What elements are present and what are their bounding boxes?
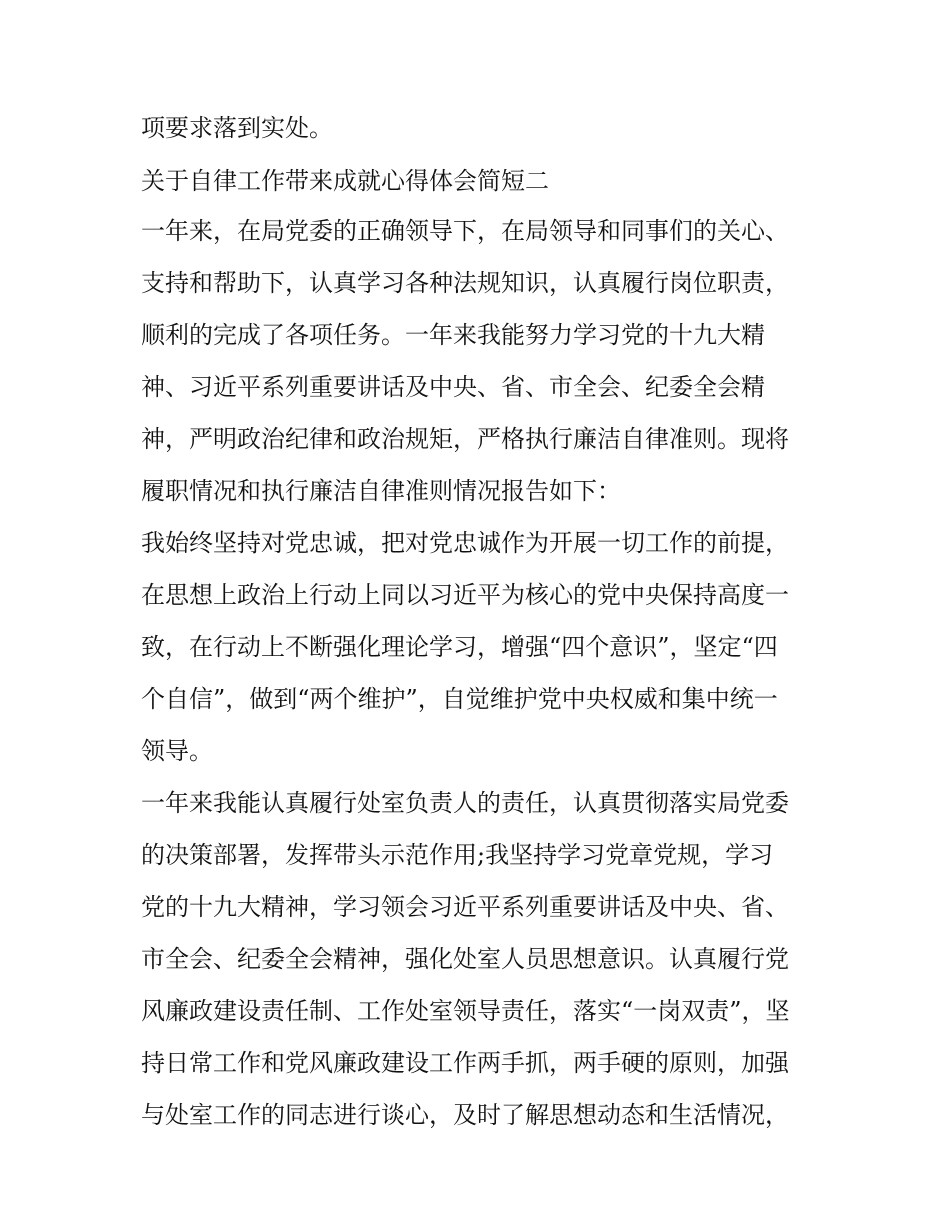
text-line: 履职情况和执行廉洁自律准则情况报告如下：	[141, 477, 621, 505]
text-line: 我始终坚持对党忠诚，把对党忠诚作为开展一切工作的前提，	[141, 529, 789, 557]
text-line: 神、习近平系列重要讲话及中央、省、市全会、纪委全会精	[141, 373, 765, 401]
text-line: 市全会、纪委全会精神，强化处室人员思想意识。认真履行党	[141, 945, 789, 973]
text-line: 与处室工作的同志进行谈心，及时了解思想动态和生活情况，	[141, 1101, 789, 1129]
text-line: 在思想上政治上行动上同以习近平为核心的党中央保持高度一	[141, 581, 789, 609]
text-line: 领导。	[141, 737, 213, 765]
text-line: 一年来我能认真履行处室负责人的责任，认真贯彻落实局党委	[141, 789, 789, 817]
text-line: 致，在行动上不断强化理论学习，增强“四个意识”，坚定“四	[141, 633, 778, 661]
text-line: 神，严明政治纪律和政治规矩，严格执行廉洁自律准则。现将	[141, 425, 789, 453]
text-line: 支持和帮助下，认真学习各种法规知识，认真履行岗位职责，	[141, 269, 789, 297]
text-line: 风廉政建设责任制、工作处室领导责任，落实“一岗双责”，坚	[141, 997, 790, 1025]
text-line: 的决策部署，发挥带头示范作用;我坚持学习党章党规，学习	[141, 841, 774, 869]
section-heading: 关于自律工作带来成就心得体会简短二	[141, 167, 549, 195]
text-line: 顺利的完成了各项任务。一年来我能努力学习党的十九大精	[141, 321, 765, 349]
text-line: 党的十九大精神，学习领会习近平系列重要讲话及中央、省、	[141, 893, 789, 921]
text-line: 项要求落到实处。	[141, 114, 333, 142]
text-line: 一年来，在局党委的正确领导下，在局领导和同事们的关心、	[141, 217, 789, 245]
text-line: 个自信”，做到“两个维护”，自觉维护党中央权威和集中统一	[141, 685, 778, 713]
text-line: 持日常工作和党风廉政建设工作两手抓，两手硬的原则，加强	[141, 1049, 789, 1077]
